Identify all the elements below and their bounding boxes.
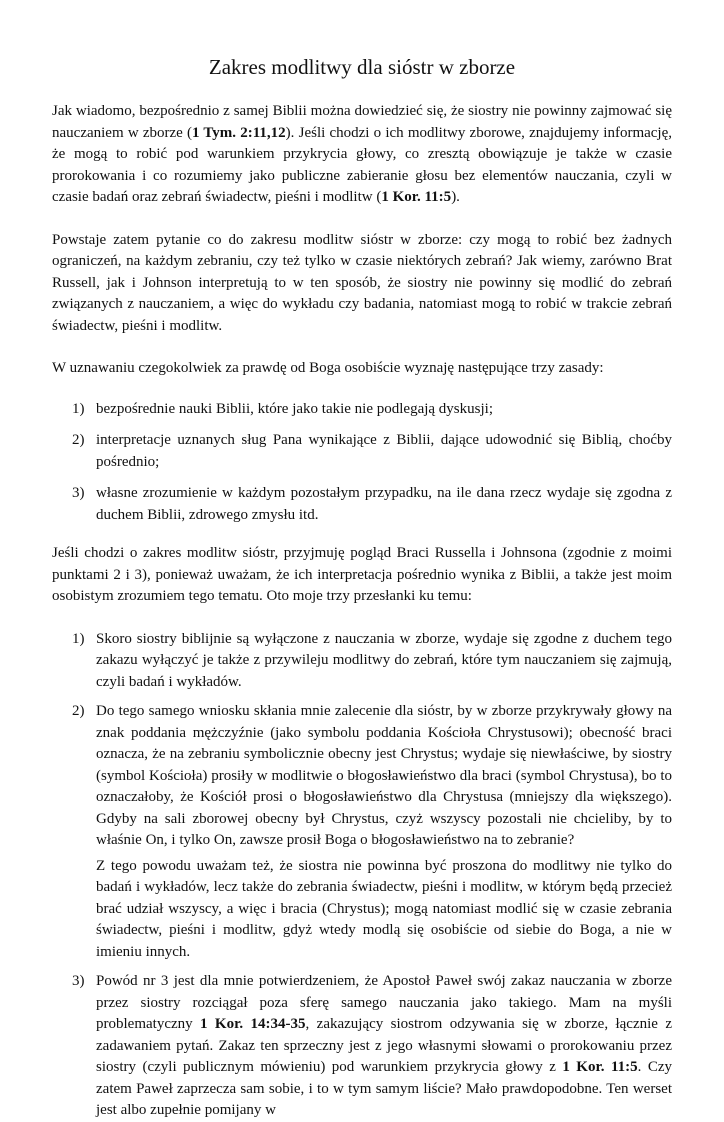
list-item-text: własne zrozumienie w każdym pozostałym przypadku, na ile dana rzecz wydaje się zgodna z duchem Biblii, zdrowego zmysłu itd. bbox=[96, 485, 672, 523]
list-item bbox=[52, 430, 672, 473]
list-number: 1) bbox=[72, 630, 85, 647]
list-item bbox=[52, 971, 672, 1122]
bible-reference: 1 Kor. 11:5 bbox=[381, 189, 452, 205]
premises-list bbox=[52, 629, 672, 1122]
text-run: , zakazujący siostrom odzywania się w zborze, łącznie z zadawaniem pytań. Zakaz ten sprzeczny jest z jego własnymi słowami o prorokowaniu przez siostry (czyli publicznym mówieniu) pod warunkiem przykrycia głowy z bbox=[96, 1016, 672, 1075]
list-item bbox=[52, 483, 672, 526]
list-item-subparagraph: Z tego powodu uważam też, że siostra nie powinna być proszona do modlitwy nie tylko do badań i wykładów, lecz także do zebrania świadectw, pieśni i modlitw, w którym będą przecież brać udział wszyscy, a więc i bracia (Chrystus); mogą natomiast modlić się w czasie zebrania świadectw, pieśni i modlitw, gdyż wtedy modlą się osobiście od siebie do Boga, a nie w imieniu innych. bbox=[96, 857, 672, 960]
bible-reference: 1 Tym. 2:11,12 bbox=[192, 124, 286, 141]
list-item-text: interpretacje uznanych sług Pana wynikające z Biblii, dające udowodnić się Biblią, choćby pośrednio; bbox=[96, 432, 672, 470]
page-title: Zakres modlitwy dla sióstr w zborze bbox=[208, 55, 516, 79]
bible-reference: 1 Kor. 14:34-35 bbox=[200, 1016, 306, 1032]
paragraph-2: Powstaje zatem pytanie co do zakresu modlitw sióstr w zborze: czy mogą to robić bez żadnych ograniczeń, na każdym zebraniu, czy też tylko w czasie niektórych zebrań? Jak wiemy, zarówno Brat Russell, jak i Johnson interpretują to w ten sposób, że siostry nie powinny się modlić do zebrań związanych z nauczaniem, a więc do wykładu czy badania, natomiast mogą to robić w trakcie zebrań świadectw, pieśni i modlitw. bbox=[52, 231, 672, 334]
list-item bbox=[52, 701, 672, 963]
text-run: ). bbox=[451, 189, 460, 205]
text-run: Jak wiadomo, bezpośrednio z samej Biblii można dowiedzieć się, że siostry nie powinny zajmować się nauczaniem w zborze ( bbox=[52, 103, 672, 141]
text-run: . Czy zatem Paweł zaprzecza sam sobie, i to w tym samym liście? Mało prawdopodobne. Ten werset jest albo zupełnie pomijany w bbox=[96, 1059, 672, 1118]
text-run: ). Jeśli chodzi o ich modlitwy zborowe, znajdujemy informację, że mogą to robić pod warunkiem przykrycia głowy, co zresztą obowiązuje je także w czasie prorokowania i co rozumiemy jako publiczne zabieranie głosu bez elementów nauczania, czyli w czasie badań oraz zebrań świadectw, pieśni i modlitw ( bbox=[52, 124, 672, 205]
list-item-text: Skoro siostry biblijnie są wyłączone z nauczania w zborze, wydaje się zgodne z duchem tego zakazu wyłączyć je także z przywileju modlitwy do zebrań, które tym nauczaniem się zajmują, czyli badań i wykładów. bbox=[96, 630, 672, 690]
list-number: 3) bbox=[72, 485, 85, 501]
list-item bbox=[52, 629, 672, 694]
principles-list bbox=[52, 399, 672, 527]
list-item-text: bezpośrednie nauki Biblii, które jako takie nie podlegają dyskusji; bbox=[96, 400, 493, 417]
list-number: 2) bbox=[72, 703, 85, 719]
list-item-text: Do tego samego wniosku skłania mnie zalecenie dla sióstr, by w zborze przykrywały głowy na znak poddania mężczyźnie (jako symbolu poddania Kościoła Chrystusowi); obecność braci oznacza, że na zebraniu symbolicznie obecny jest Chrystus; wydaje się niewłaściwe, by siostry (symbol Kościoła) prosiły w modlitwie o błogosławieństwo dla braci (symbol Chrystusa), bo to oznaczałoby, że Kościół prosi o błogosławieństwo dla Chrystusa (mniejszy dla większego). Gdyby na sali zborowej obecny był Chrystus, czyż wszyscy pozostali nie chcieliby, by to właśnie On, i tylko On, zawsze prosił Boga o błogosławieństwo na to zebranie? bbox=[96, 703, 672, 848]
bible-reference: 1 Kor. 11:5 bbox=[562, 1059, 638, 1075]
list-number: 1) bbox=[72, 400, 85, 417]
paragraph-3: W uznawaniu czegokolwiek za prawdę od Boga osobiście wyznaję następujące trzy zasady: bbox=[52, 360, 604, 376]
text-run: Powód nr 3 jest dla mnie potwierdzeniem, że Apostoł Paweł swój zakaz nauczania w zborze przez siostry rozciągał poza sferę samego nauczania jako takiego. Mam na myśli problematyczny bbox=[96, 973, 672, 1032]
paragraph-1 bbox=[52, 101, 672, 209]
list-number: 3) bbox=[72, 973, 85, 989]
paragraph-4: Jeśli chodzi o zakres modlitw sióstr, przyjmuję pogląd Braci Russella i Johnsona (zgodnie z moimi punktami 2 i 3), ponieważ uważam, że ich interpretacja pośrednio wynika z Biblii, a także jest moim osobistym zrozumiem tego tematu. Oto moje trzy przesłanki ku temu: bbox=[52, 545, 672, 604]
list-number: 2) bbox=[72, 432, 85, 448]
list-item bbox=[52, 399, 672, 421]
